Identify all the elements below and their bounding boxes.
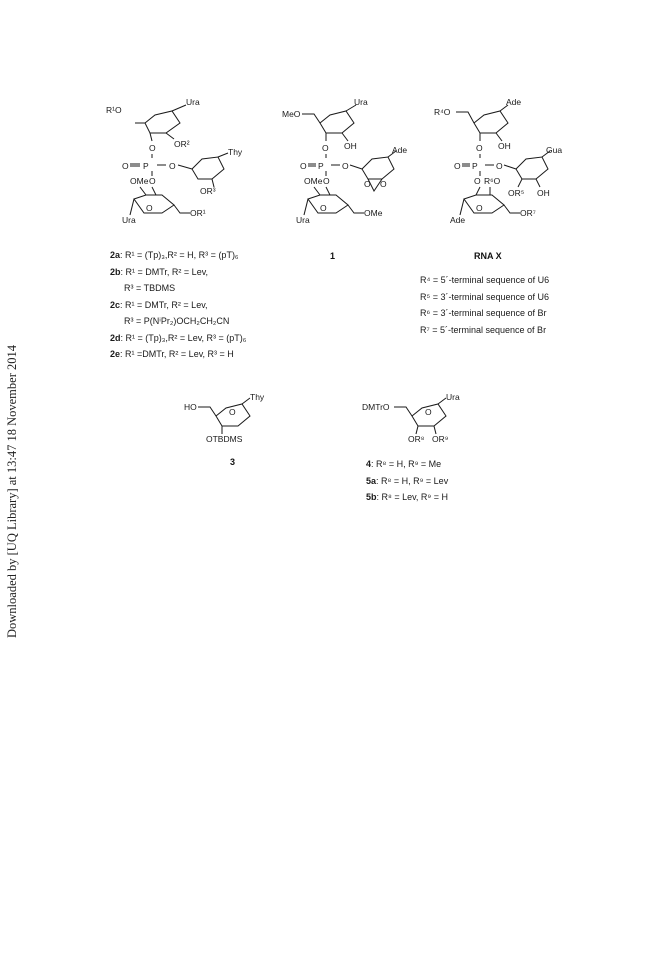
or9-label: OR⁹ (432, 434, 449, 444)
ribose-ring (320, 111, 354, 133)
p-label: P (318, 161, 324, 171)
legend-2a (110, 247, 246, 264)
o-label: O (322, 143, 329, 153)
o-label: O (364, 179, 371, 189)
o-label: O (476, 203, 483, 213)
o-label: O (169, 161, 176, 171)
base-ade-label: Ade (392, 145, 408, 155)
o-label: O (122, 161, 129, 171)
legend-2e (110, 346, 246, 363)
legend-text: : R¹ = (Tp)₃,R² = H, R³ = (pT)₆ (120, 250, 239, 260)
ome-label: OMe (364, 208, 383, 218)
o-label: O (454, 161, 461, 171)
legend-text: : R¹ = (Tp)₃,R² = Lev, R³ = (pT)₆ (120, 332, 247, 343)
o-label: O (146, 203, 153, 213)
base-thy-label: Thy (250, 392, 265, 402)
o-label: O (342, 161, 349, 171)
legend-compound-2 (110, 247, 246, 363)
o-label: O (380, 179, 387, 189)
dmtro-label: DMTrO (362, 402, 390, 412)
or5-label: OR⁵ (508, 188, 525, 198)
structure-2 (100, 95, 280, 235)
structure-3 (180, 392, 290, 472)
deoxyribose-ring (192, 157, 224, 179)
legend-4 (366, 456, 448, 473)
legend-rna-x (420, 272, 549, 338)
base-ura-label: Ura (354, 97, 368, 107)
meo-label: MeO (282, 109, 301, 119)
legend-text: : R⁸ = H, R⁹ = Lev (376, 475, 449, 486)
compound-3-label: 3 (230, 457, 236, 467)
base-ura-label: Ura (296, 215, 310, 225)
base-ura-label: Ura (122, 215, 136, 225)
r1o-label: R¹O (106, 105, 122, 115)
legend-text: : R⁸ = H, R⁹ = Me (371, 459, 442, 469)
legend-tag: 5b (366, 492, 377, 502)
o-label: O (320, 203, 327, 213)
structure-rna-x (430, 95, 600, 235)
compound-1-label: 1 (330, 251, 336, 261)
ribose-ring (474, 111, 508, 133)
ribose-ring (145, 111, 180, 133)
base-ade-label: Ade (450, 215, 466, 225)
compound-labels-row (0, 248, 672, 264)
base-ura-label: Ura (446, 392, 460, 402)
legend-2b-cont (110, 280, 246, 297)
or8-label: OR⁸ (408, 434, 425, 444)
o-label: O (323, 176, 330, 186)
ribose-ring (516, 157, 548, 179)
otbdms-label: OTBDMS (206, 434, 243, 444)
legend-tag: 2b (110, 266, 121, 277)
legend-tag: 5a (366, 475, 377, 486)
legend-r5: R⁵ = 3´-terminal sequence of U6 (420, 291, 550, 302)
structure-1 (280, 95, 430, 235)
ome-label: OMe (304, 176, 323, 186)
p-label: P (143, 161, 149, 171)
structure-4 (360, 392, 480, 452)
or7-label: OR⁷ (520, 208, 536, 218)
legend-2c (110, 297, 246, 314)
o-label: O (229, 407, 236, 417)
base-ura-label: Ura (186, 97, 200, 107)
download-watermark (2, 330, 22, 640)
legend-text: : R¹ =DMTr, R² = Lev, R³ = H (120, 349, 234, 359)
legend-r7: R⁷ = 5´-terminal sequence of Br (420, 324, 547, 335)
legend-compound-4 (366, 456, 448, 506)
r4o-label: R⁴O (434, 107, 451, 117)
legend-text: : R¹ = DMTr, R² = Lev, (120, 299, 208, 310)
o-label: O (496, 161, 503, 171)
base-gua-label: Gua (546, 145, 563, 155)
o-label: O (149, 143, 156, 153)
ribose-ring (308, 195, 348, 213)
or3-label: OR³ (200, 186, 216, 196)
legend-r6: R⁶ = 3´-terminal sequence of Br (420, 308, 547, 318)
legend-text: : R⁸ = Lev, R⁹ = H (376, 492, 449, 502)
oh-label: OH (344, 141, 357, 151)
watermark-text: Downloaded by [UQ Library] at 13:47 18 November 2014 (5, 345, 19, 638)
base-ade-label: Ade (506, 97, 522, 107)
legend-tag: 2d (110, 332, 121, 343)
oh-label: OH (498, 141, 511, 151)
base-thy-label: Thy (228, 147, 243, 157)
legend-tag: 2e (110, 349, 121, 359)
legend-2b (110, 264, 246, 281)
ho-label: HO (184, 402, 197, 412)
legend-5a (366, 473, 448, 490)
or2-label: OR² (174, 139, 190, 149)
legend-tag: 2a (110, 250, 121, 260)
o-label: O (149, 176, 156, 186)
o-label: O (476, 143, 483, 153)
legend-5b (366, 489, 448, 506)
ribose-ring (134, 195, 174, 213)
legend-r4: R⁴ = 5´-terminal sequence of U6 (420, 275, 550, 285)
ribose-ring (464, 195, 504, 213)
legend-text: R³ = TBDMS (124, 283, 176, 293)
r6o-label: R⁶O (484, 176, 501, 186)
legend-tag: 4 (366, 459, 372, 469)
legend-text: : R¹ = DMTr, R² = Lev, (120, 266, 209, 277)
o-label: O (474, 176, 481, 186)
o-label: O (300, 161, 307, 171)
or1-label: OR¹ (190, 208, 206, 218)
ome-label: OMe (130, 176, 149, 186)
legend-text: R³ = P(NⁱPr₂)OCH₂CH₂CN (124, 316, 230, 326)
compound-rna-x-label: RNA X (474, 251, 502, 261)
legend-2d (110, 330, 246, 347)
o-label: O (425, 407, 432, 417)
oh-label: OH (537, 188, 550, 198)
legend-tag: 2c (110, 299, 121, 310)
legend-2c-cont (110, 313, 246, 330)
p-label: P (472, 161, 478, 171)
ribose-ring (362, 157, 394, 179)
